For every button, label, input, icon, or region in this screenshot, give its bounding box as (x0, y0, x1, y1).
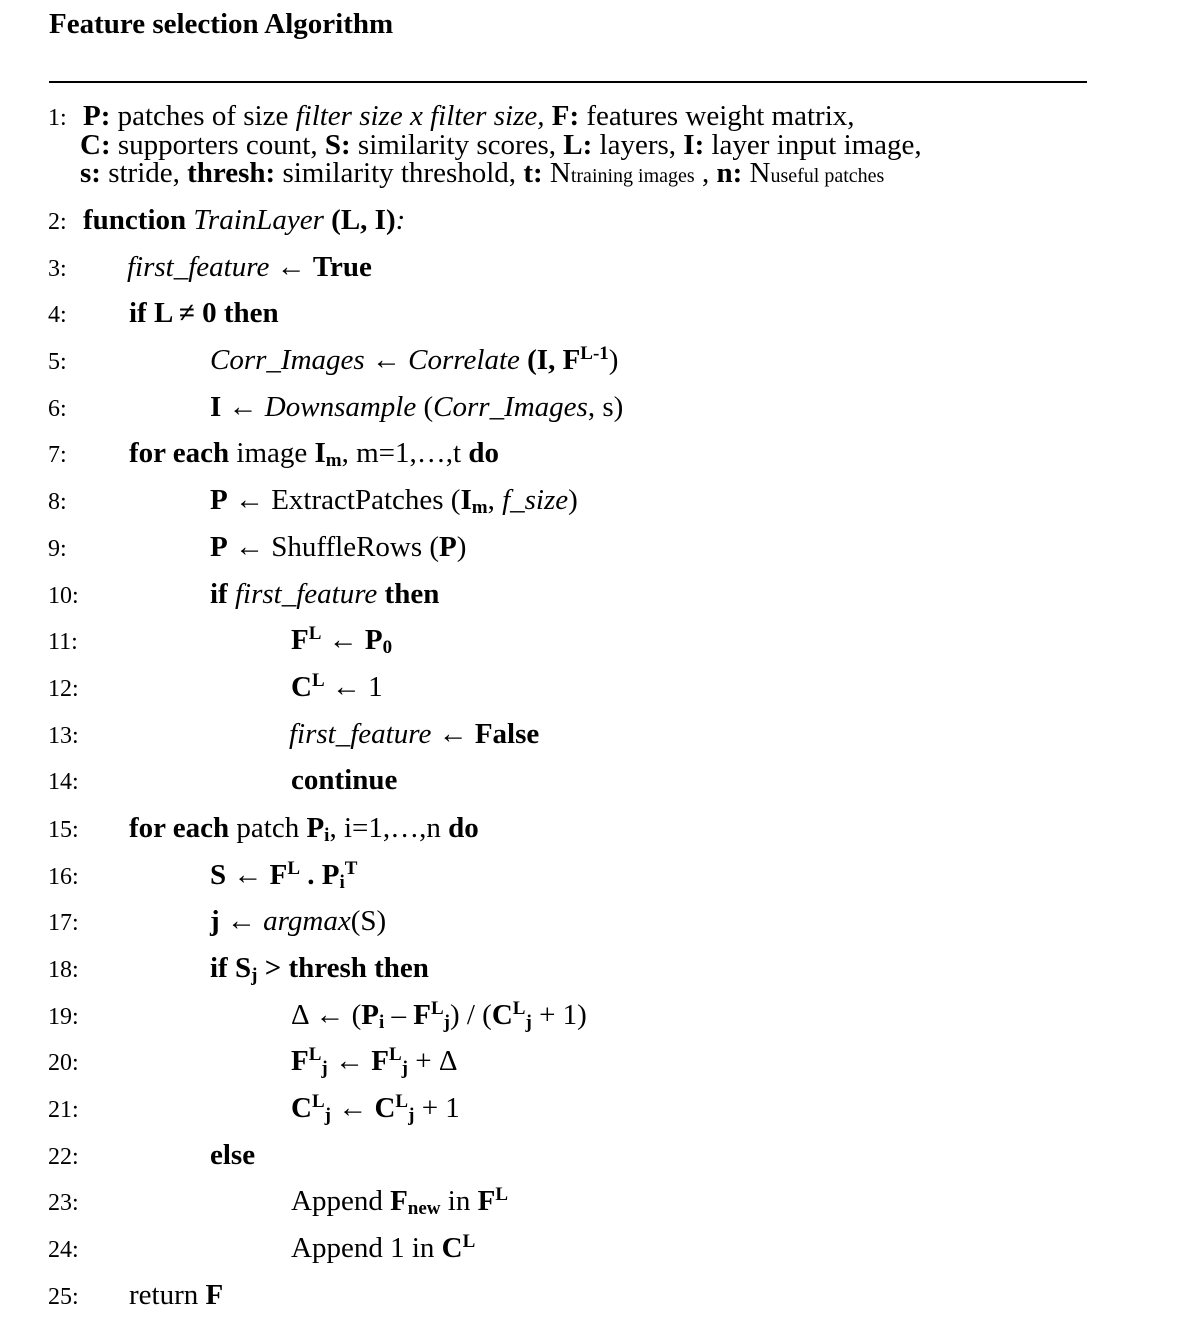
line-content: I ← Downsample (Corr_Images, s) (210, 391, 624, 423)
line-number: 6: (48, 396, 67, 422)
line-number: 23: (48, 1190, 79, 1216)
line-content: first_feature ← False (289, 718, 540, 750)
line-content: P: patches of size filter size x filter size, F: features weight matrix, (83, 100, 855, 132)
line-number: 12: (48, 676, 79, 702)
line-number: 2: (48, 209, 67, 235)
line-content: $F^L$ ← $P_0$ (291, 623, 393, 658)
line-number: 1: (48, 105, 67, 131)
line-content: P ← ExtractPatches ($I_m$, f_size) (210, 484, 578, 518)
line-content: S ← $F^L$ . $P_i^T$ (210, 858, 358, 893)
line-number: 19: (48, 1004, 79, 1030)
line-number: 22: (48, 1144, 79, 1170)
line-number: 18: (48, 957, 79, 983)
line-number: 4: (48, 302, 67, 328)
line-content: Append 1 in $C^L$ (291, 1231, 476, 1264)
line-content: Δ ← $(P_i - F^L_j) / (C^L_j + 1)$ (291, 998, 587, 1033)
line-number: 17: (48, 910, 79, 936)
line-content: Corr_Images ← Correlate (I, $F^{L-1}$) (210, 343, 619, 376)
line-content: $F^L_j$ ← $F^L_j + \Delta$ (291, 1044, 458, 1079)
line-content: j ← argmax(S) (210, 905, 387, 937)
line-number: 21: (48, 1097, 79, 1123)
line-content: function TrainLayer (L, I): (83, 204, 406, 236)
line-number: 16: (48, 864, 79, 890)
line-number: 14: (48, 769, 79, 795)
title-rule (49, 81, 1087, 83)
line-number: 11: (48, 629, 78, 655)
line-number: 5: (48, 349, 67, 375)
line-content: P ← ShuffleRows (P) (210, 531, 467, 563)
line-number: 25: (48, 1284, 79, 1310)
line-content: else (210, 1139, 256, 1171)
line-content: return F (129, 1279, 224, 1311)
line-number: 20: (48, 1050, 79, 1076)
line-content: for each image $I_m$, m=1,…,t do (129, 437, 499, 471)
line-number: 10: (48, 583, 79, 609)
algo-line-1-cont-a: C: supporters count, S: similarity scores, L: layers, I: layer input image, (80, 129, 922, 161)
line-number: 24: (48, 1237, 79, 1263)
line-content: $C^L$ ← 1 (291, 670, 383, 703)
line-number: 8: (48, 489, 67, 515)
line-content: Append $F_{new}$ in $F^L$ (291, 1184, 508, 1219)
line-number: 15: (48, 817, 79, 843)
line-number: 7: (48, 442, 67, 468)
line-content: if L ≠ 0 then (129, 297, 279, 329)
line-content: if first_feature then (210, 578, 440, 610)
line-content: continue (291, 764, 398, 796)
line-number: 3: (48, 256, 67, 282)
line-content: $C^L_j$ ← $C^L_j + 1$ (291, 1091, 460, 1126)
algo-line-1-cont-b: s: stride, thresh: similarity threshold, t: Ntraining images , n: Nuseful patches (80, 157, 885, 189)
line-number: 13: (48, 723, 79, 749)
line-content: first_feature ← True (127, 251, 372, 283)
algorithm-title: Feature selection Algorithm (49, 8, 394, 40)
line-content: for each patch $P_i$, i=1,…,n do (129, 812, 479, 846)
line-number: 9: (48, 536, 67, 562)
line-content: if $S_j$ > thresh then (210, 952, 429, 986)
